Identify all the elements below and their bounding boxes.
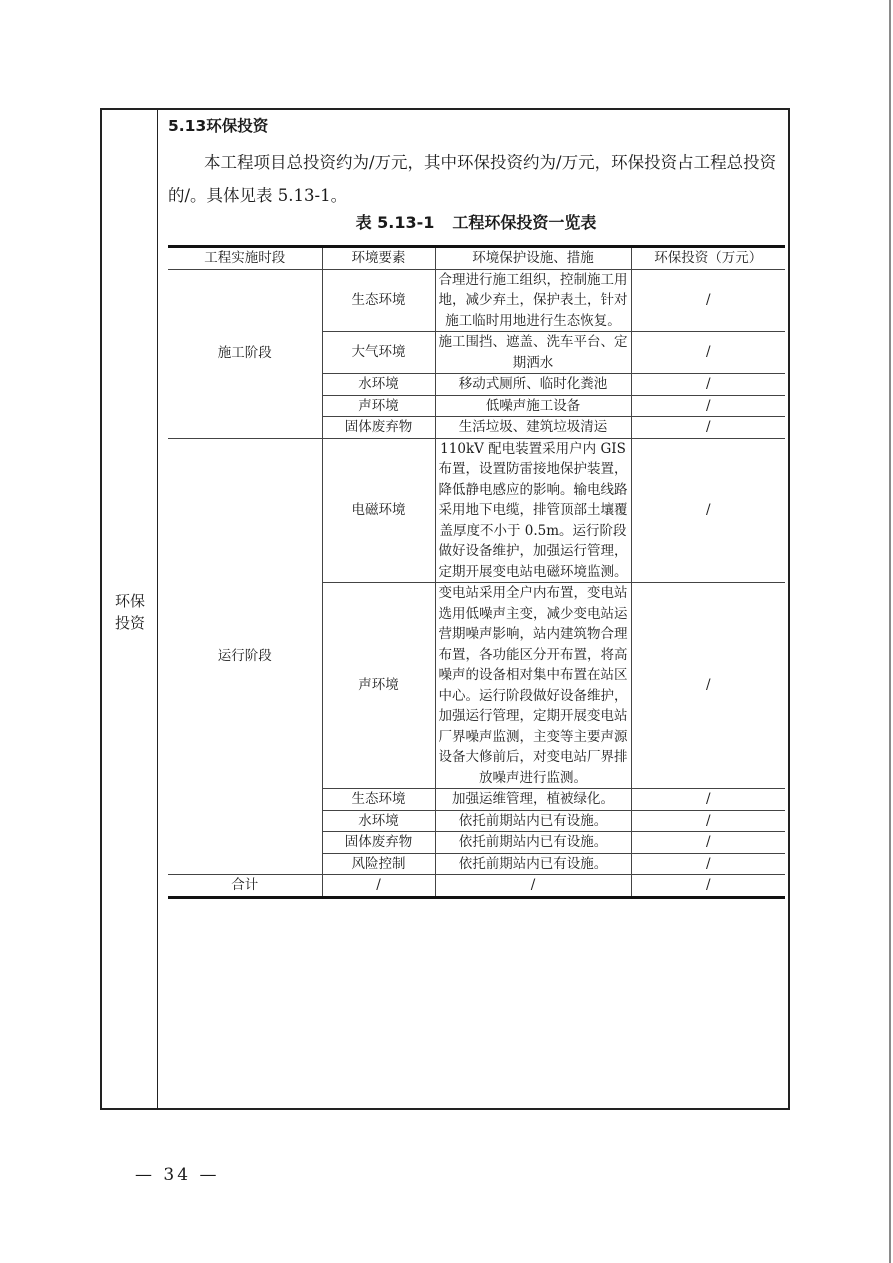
- element-cell: 声环境: [322, 583, 435, 789]
- stage-cell-operation: 运行阶段: [168, 438, 322, 875]
- element-cell: 固体废弃物: [322, 417, 435, 439]
- form-frame: [100, 108, 790, 1110]
- investment-cell: /: [631, 395, 785, 417]
- total-label: 合计: [168, 875, 322, 898]
- header-cell: 环境保护设施、措施: [435, 247, 631, 270]
- investment-cell: /: [631, 332, 785, 374]
- element-cell: 水环境: [322, 810, 435, 832]
- total-investment: /: [631, 875, 785, 898]
- element-cell: 固体废弃物: [322, 832, 435, 854]
- element-cell: 生态环境: [322, 789, 435, 811]
- table-row: [168, 438, 785, 583]
- table-caption: [168, 210, 784, 233]
- table-row: [168, 269, 785, 332]
- page-edge-line: [889, 0, 891, 1263]
- element-cell: 大气环境: [322, 332, 435, 374]
- measure-cell: 施工围挡、遮盖、洗车平台、定期洒水: [435, 332, 631, 374]
- investment-cell: /: [631, 583, 785, 789]
- section-heading: 5.13环保投资: [168, 117, 269, 135]
- measure-cell: 依托前期站内已有设施。: [435, 832, 631, 854]
- investment-table: [168, 245, 785, 899]
- total-row: [168, 875, 785, 898]
- investment-cell: /: [631, 438, 785, 583]
- measure-cell: 合理进行施工组织，控制施工用地，减少弃土，保护表土，针对施工临时用地进行生态恢复。: [435, 269, 631, 332]
- table-caption-number: 表 5.13-1: [355, 213, 435, 232]
- investment-cell: /: [631, 269, 785, 332]
- investment-cell: /: [631, 417, 785, 439]
- element-cell: 声环境: [322, 395, 435, 417]
- investment-cell: /: [631, 832, 785, 854]
- measure-cell: 依托前期站内已有设施。: [435, 810, 631, 832]
- left-category-column: [102, 110, 158, 1108]
- header-cell: 工程实施时段: [168, 247, 322, 270]
- measure-cell: 加强运维管理，植被绿化。: [435, 789, 631, 811]
- stage-cell-construction: 施工阶段: [168, 269, 322, 438]
- measure-cell: 生活垃圾、建筑垃圾清运: [435, 417, 631, 439]
- table-header-row: [168, 247, 785, 270]
- element-cell: 风险控制: [322, 853, 435, 875]
- measure-cell: 移动式厕所、临时化粪池: [435, 374, 631, 396]
- table-caption-title: 工程环保投资一览表: [452, 213, 597, 232]
- investment-cell: /: [631, 853, 785, 875]
- header-cell: 环境要素: [322, 247, 435, 270]
- total-measure: /: [435, 875, 631, 898]
- section-paragraph: 本工程项目总投资约为/万元，其中环保投资约为/万元，环保投资占工程总投资的/。具体见表 5.13-1。: [168, 153, 777, 205]
- investment-cell: /: [631, 374, 785, 396]
- element-cell: 水环境: [322, 374, 435, 396]
- header-cell: 环保投资（万元）: [631, 247, 785, 270]
- total-element: /: [322, 875, 435, 898]
- investment-cell: /: [631, 810, 785, 832]
- measure-cell: 变电站采用全户内布置，变电站选用低噪声主变，减少变电站运营期噪声影响，站内建筑物合理布置，各功能区分开布置，将高噪声的设备相对集中布置在站区中心。运行阶段做好设备维护，加强运行管理，定期开展变电站厂界噪声监测，主变等主要声源设备大修前后，对变电站厂界排放噪声进行监测。: [435, 583, 631, 789]
- element-cell: 电磁环境: [322, 438, 435, 583]
- element-cell: 生态环境: [322, 269, 435, 332]
- measure-cell: 低噪声施工设备: [435, 395, 631, 417]
- page-number: — 34 —: [135, 1165, 220, 1185]
- category-label: 环保 投资: [114, 592, 145, 632]
- investment-cell: /: [631, 789, 785, 811]
- measure-cell: 110kV 配电装置采用户内 GIS 布置，设置防雷接地保护装置，降低静电感应的影响。输电线路采用地下电缆，排管顶部土壤覆盖厚度不小于 0.5m。运行阶段做好设备维护，加强运行管理，定期开展变电站电磁环境监测。: [435, 438, 631, 583]
- measure-cell: 依托前期站内已有设施。: [435, 853, 631, 875]
